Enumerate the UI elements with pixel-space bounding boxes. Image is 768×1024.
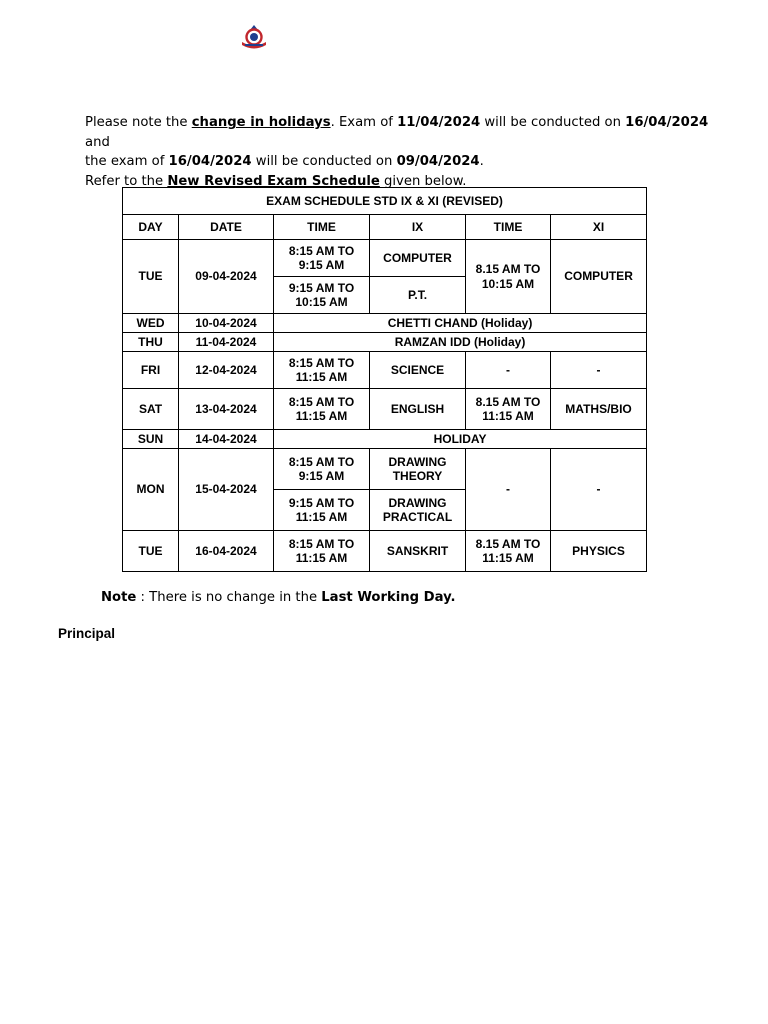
- note-label: Note: [101, 590, 137, 605]
- subject-cell: P.T.: [370, 277, 466, 314]
- subject-cell: -: [551, 449, 647, 531]
- day-cell: WED: [123, 314, 179, 333]
- time-cell: -: [466, 352, 551, 389]
- subject-cell: PHYSICS: [551, 531, 647, 572]
- notice-line-2: the exam of 16/04/2024 will be conducted on 09/04/2024.: [85, 154, 484, 169]
- subject-cell: COMPUTER: [551, 240, 647, 314]
- time-cell: 8:15 AM TO 11:15 AM: [274, 389, 370, 430]
- new-date-2: 09/04/2024: [396, 154, 480, 169]
- date-cell: 09-04-2024: [179, 240, 274, 314]
- time-cell: 8.15 AM TO 11:15 AM: [466, 531, 551, 572]
- day-cell: FRI: [123, 352, 179, 389]
- subject-cell: ENGLISH: [370, 389, 466, 430]
- day-cell: SUN: [123, 430, 179, 449]
- time-cell: 8:15 AM TO 9:15 AM: [274, 449, 370, 490]
- notice-paragraph: [85, 113, 725, 191]
- subject-cell: -: [551, 352, 647, 389]
- date-cell: 10-04-2024: [179, 314, 274, 333]
- date-cell: 15-04-2024: [179, 449, 274, 531]
- change-in-holidays-text: change in holidays: [191, 115, 331, 130]
- date-cell: 14-04-2024: [179, 430, 274, 449]
- time-cell: -: [466, 449, 551, 531]
- date-cell: 13-04-2024: [179, 389, 274, 430]
- new-date: 16/04/2024: [625, 115, 709, 130]
- notice-line-3: Refer to the New Revised Exam Schedule given below.: [85, 173, 467, 189]
- note-text: : There is no change in the: [136, 590, 322, 605]
- table-header-row: [123, 215, 647, 240]
- table-row: [123, 314, 647, 333]
- time-cell: 8:15 AM TO 11:15 AM: [274, 531, 370, 572]
- old-date-2: 16/04/2024: [168, 154, 252, 169]
- day-cell: THU: [123, 333, 179, 352]
- subject-cell: DRAWING THEORY: [370, 449, 466, 490]
- subject-cell: DRAWING PRACTICAL: [370, 490, 466, 531]
- note-emphasis: Last Working Day.: [321, 590, 456, 605]
- table-title-row: [123, 188, 647, 215]
- time-cell: 8.15 AM TO 11:15 AM: [466, 389, 551, 430]
- day-cell: SAT: [123, 389, 179, 430]
- school-emblem-icon: [239, 22, 269, 50]
- header-time-xi: TIME: [466, 215, 551, 240]
- day-cell: TUE: [123, 531, 179, 572]
- table-row: [123, 449, 647, 490]
- date-cell: 16-04-2024: [179, 531, 274, 572]
- table-row: [123, 240, 647, 277]
- day-cell: TUE: [123, 240, 179, 314]
- header-date: DATE: [179, 215, 274, 240]
- date-cell: 11-04-2024: [179, 333, 274, 352]
- header-xi: XI: [551, 215, 647, 240]
- table-row: [123, 531, 647, 572]
- time-cell: 9:15 AM TO 11:15 AM: [274, 490, 370, 531]
- principal-signature: Principal: [58, 626, 116, 641]
- subject-cell: SANSKRIT: [370, 531, 466, 572]
- table-row: [123, 430, 647, 449]
- time-cell: 9:15 AM TO 10:15 AM: [274, 277, 370, 314]
- subject-cell: MATHS/BIO: [551, 389, 647, 430]
- time-cell: 8.15 AM TO 10:15 AM: [466, 240, 551, 314]
- table-row: [123, 389, 647, 430]
- subject-cell: SCIENCE: [370, 352, 466, 389]
- note-line: [101, 590, 456, 605]
- notice-line-1: Please note the change in holidays. Exam of 11/04/2024 will be conducted on 16/04/2024 and: [85, 115, 709, 150]
- old-date: 11/04/2024: [397, 115, 481, 130]
- subject-cell: COMPUTER: [370, 240, 466, 277]
- time-cell: 8:15 AM TO 11:15 AM: [274, 352, 370, 389]
- date-cell: 12-04-2024: [179, 352, 274, 389]
- holiday-cell: RAMZAN IDD (Holiday): [274, 333, 647, 352]
- header-day: DAY: [123, 215, 179, 240]
- time-cell: 8:15 AM TO 9:15 AM: [274, 240, 370, 277]
- holiday-cell: CHETTI CHAND (Holiday): [274, 314, 647, 333]
- revised-schedule-text: New Revised Exam Schedule: [167, 173, 380, 189]
- table-title: EXAM SCHEDULE STD IX & XI (REVISED): [123, 188, 647, 215]
- holiday-cell: HOLIDAY: [274, 430, 647, 449]
- header-time-ix: TIME: [274, 215, 370, 240]
- day-cell: MON: [123, 449, 179, 531]
- table-row: [123, 352, 647, 389]
- header-ix: IX: [370, 215, 466, 240]
- table-row: [123, 333, 647, 352]
- exam-schedule-table: [122, 187, 647, 572]
